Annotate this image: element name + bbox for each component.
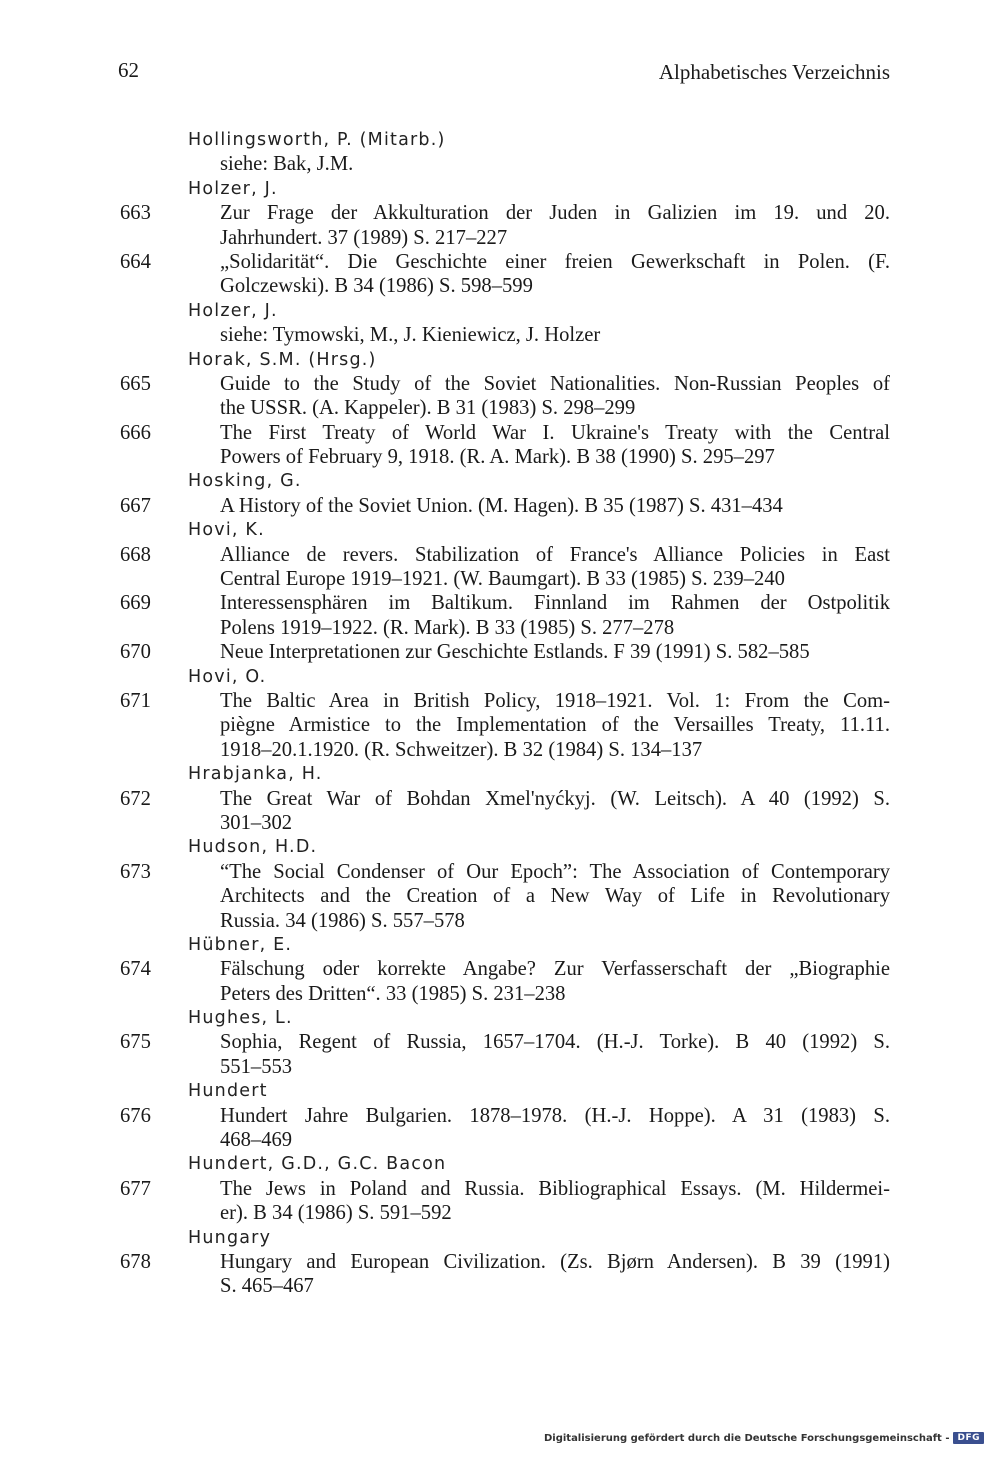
entry-text: Interessensphären im Baltikum. Finnland im Rahmen der Ostpolitik [220,592,890,615]
entry-number: 664 [120,250,151,273]
entry-number: 671 [120,689,151,712]
credit-text: Digitalisierung gefördert durch die Deutsche Forschungsgemeinschaft - [543,1432,950,1444]
entry-text: S. 465–467 [220,1275,314,1298]
author-heading: Horak, S.M. (Hrsg.) [188,349,377,370]
entry-line [120,1055,890,1079]
entry-text: Golczewski). B 34 (1986) S. 598–599 [220,275,533,298]
entry-line [120,1030,890,1054]
entry-line [120,1177,890,1201]
entry-text: siehe: Tymowski, M., J. Kieniewicz, J. Holzer [220,324,601,347]
entry-text: er). B 34 (1986) S. 591–592 [220,1202,452,1225]
entry-line [120,860,890,884]
entry-number: 675 [120,1031,151,1054]
entry-number: 666 [120,421,151,444]
entry-line [120,787,890,811]
running-head: Alphabetisches Verzeichnis [658,60,890,84]
entry-number: 663 [120,202,151,225]
entry-text: Central Europe 1919–1921. (W. Baumgart). B 33 (1985) S. 239–240 [220,568,785,591]
entry-line [120,543,890,567]
entry-line [120,250,890,274]
entry-text: A History of the Soviet Union. (M. Hagen). B 35 (1987) S. 431–434 [220,494,783,517]
entry-line [120,811,890,835]
entry-text: Russia. 34 (1986) S. 557–578 [220,909,465,932]
entry-line [120,274,890,298]
entry-text: Peters des Dritten“. 33 (1985) S. 231–238 [220,982,566,1005]
entry-number: 672 [120,787,151,810]
entry-line [120,689,890,713]
entry-line [120,567,890,591]
entry-number: 668 [120,543,151,566]
entry-line [120,372,890,396]
entry-number: 667 [120,494,151,517]
entry-line [120,591,890,615]
entry-number: 677 [120,1177,151,1200]
author-heading: Hollingsworth, P. (Mitarb.) [188,130,446,150]
entry-text: Alliance de revers. Stabilization of France's Alliance Policies in East [220,543,890,566]
entry-text: Zur Frage der Akkulturation der Juden in Galizien im 19. und 20. [220,202,890,225]
entry-line [120,201,890,225]
entry-text: 301–302 [220,811,293,834]
author-heading: Holzer, J. [188,178,278,199]
entry-line [120,421,890,445]
entry-text: Architects and the Creation of a New Way of Life in Revolutionary [220,885,890,908]
author-heading: Hovi, K. [188,520,265,541]
entry-line [120,1128,890,1152]
author-heading: Hughes, L. [188,1008,293,1029]
entry-text: Powers of February 9, 1918. (R. A. Mark). B 38 (1990) S. 295–297 [220,446,775,469]
entry-text: “The Social Condenser of Our Epoch”: The Association of Contemporary [220,860,890,883]
entry-text: Guide to the Study of the Soviet Nationalities. Non-Russian Peoples of [220,372,890,395]
entry-line [120,1274,890,1298]
entry-text: the USSR. (A. Kappeler). B 31 (1983) S. 298–299 [220,397,636,420]
author-heading: Hundert, G.D., G.C. Bacon [188,1154,447,1175]
author-heading: Hundert [188,1081,268,1102]
entry-line [120,884,890,908]
entry-line [120,1201,890,1225]
entry-text: The First Treaty of World War I. Ukraine's Treaty with the Central [220,421,890,444]
entry-text: 468–469 [220,1129,293,1152]
digitization-credit [544,1432,984,1444]
entry-number: 678 [120,1250,151,1273]
author-heading: Hrabjanka, H. [188,764,323,785]
author-heading: Holzer, J. [188,300,278,321]
author-heading: Hovi, O. [188,666,267,687]
entry-number: 674 [120,958,151,981]
entry-number: 670 [120,641,151,664]
entry-line [120,713,890,737]
entry-text: Neue Interpretationen zur Geschichte Estlands. F 39 (1991) S. 582–585 [220,641,810,664]
author-heading: Hudson, H.D. [188,837,318,858]
entry-line [120,957,890,981]
entry-text: Hungary and European Civilization. (Zs. Bjørn Andersen). B 39 (1991) [220,1250,890,1273]
entry-line [120,1104,890,1128]
entry-line [120,226,890,250]
entry-number: 673 [120,860,151,883]
page-number: 62 [118,58,139,82]
entry-text: Polens 1919–1922. (R. Mark). B 33 (1985) S. 277–278 [220,616,675,639]
entry-text: 1918–20.1.1920. (R. Schweitzer). B 32 (1984) S. 134–137 [220,738,703,761]
entry-text: The Baltic Area in British Policy, 1918–1921. Vol. 1: From the Com- [220,689,890,712]
entry-text: piègne Armistice to the Implementation of the Versailles Treaty, 11.11. [220,714,890,737]
entry-line [120,616,890,640]
entry-line [120,152,890,176]
entry-text: Sophia, Regent of Russia, 1657–1704. (H.-J. Torke). B 40 (1992) S. [220,1031,890,1054]
entry-text: Jahrhundert. 37 (1989) S. 217–227 [220,226,508,249]
entry-number: 669 [120,592,151,615]
entry-line [120,445,890,469]
entry-text: 551–553 [220,1055,293,1078]
entry-line [120,396,890,420]
entry-text: siehe: Bak, J.M. [220,153,354,176]
entry-number: 676 [120,1104,151,1127]
entry-line [120,982,890,1006]
entry-line [120,909,890,933]
entry-text: Fälschung oder korrekte Angabe? Zur Verfasserschaft der „Biographie [220,958,890,981]
bibliography-list [120,128,890,1299]
dfg-logo: DFG [953,1432,984,1444]
entry-number: 665 [120,372,151,395]
entry-line [120,738,890,762]
entry-text: „Solidarität“. Die Geschichte einer freien Gewerkschaft in Polen. (F. [220,250,890,273]
author-heading: Hungary [188,1227,272,1248]
author-heading: Hosking, G. [188,471,302,492]
entry-line [120,494,890,518]
author-heading: Hübner, E. [188,934,293,955]
entry-text: The Great War of Bohdan Xmel'nyćkyj. (W. Leitsch). A 40 (1992) S. [220,787,890,810]
entry-text: Hundert Jahre Bulgarien. 1878–1978. (H.-J. Hoppe). A 31 (1983) S. [220,1104,890,1127]
entry-line [120,1250,890,1274]
entry-line [120,323,890,347]
entry-line [120,640,890,664]
entry-text: The Jews in Poland and Russia. Bibliographical Essays. (M. Hildermei- [220,1177,890,1200]
